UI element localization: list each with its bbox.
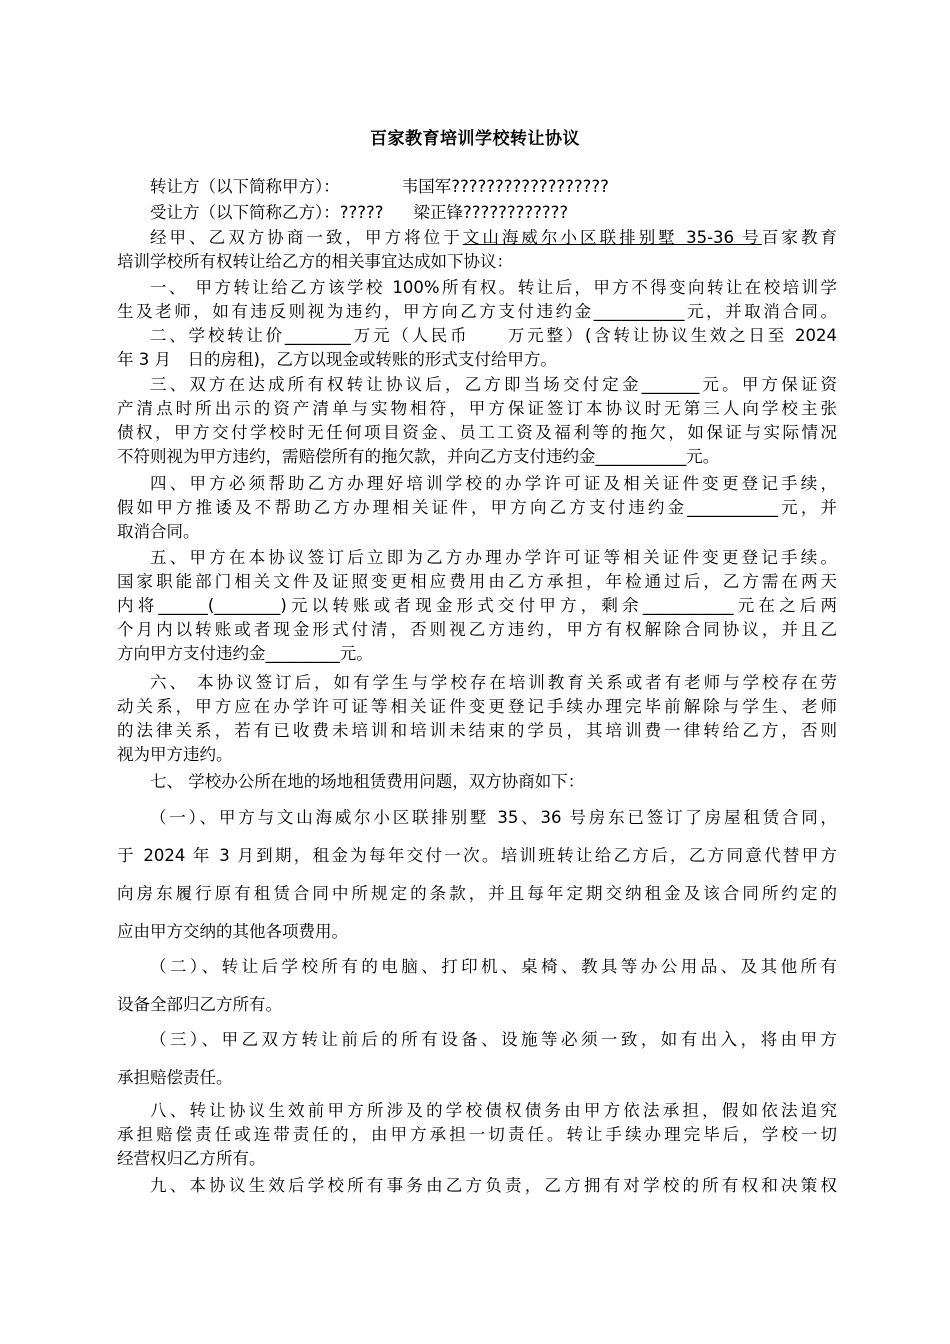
clause-7-sub-line: （三）、甲乙双方转让前后的所有设备、设施等必须一致，如有出入，将由甲方 [150, 1030, 837, 1049]
clause-4-line: 假如甲方推诿及不帮助乙方办理相关证件，甲方向乙方支付违约金___________元，并 [117, 498, 837, 517]
clause-9-line: 九、本协议生效后学校所有事务由乙方负责，乙方拥有对学校的所有权和决策权 [150, 1176, 837, 1195]
party-a-label: 转让方（以下简称甲方）： [150, 177, 340, 196]
clause-8-line: 八、转让协议生效前甲方所涉及的学校债权债务由甲方依法承担，假如依法追究 [150, 1101, 837, 1120]
clause-8-line: 承担赔偿责任或连带责任的，由甲方承担一切责任。转让手续办理完毕后，学校一切 [117, 1125, 837, 1144]
clause-7-sub-line: 应由甲方交纳的其他各项费用。 [117, 922, 348, 941]
intro-address: 文山海威尔小区联排别墅 35-36 号 [462, 228, 762, 247]
clause-5-line: 国家职能部门相关文件及证照变更相应费用由乙方承担，年检通过后，乙方需在两天 [117, 572, 837, 591]
clause-7-sub-line: 于 2024 年 3 月到期，租金为每年交付一次。培训班转让给乙方后，乙方同意代替甲方 [117, 846, 837, 865]
clause-5-line: 方向甲方支付违约金_________元。 [117, 644, 373, 663]
clause-3-line: 产清点时所出示的资产清单与实物相符，甲方保证签订本协议时无第三人向学校主张 [117, 399, 837, 418]
clause-4-line: 四、甲方必须帮助乙方办理好培训学校的办学许可证及相关证件变更登记手续， [150, 474, 837, 493]
clause-3-line: 不符则视为甲方违约，需赔偿所有的拖欠款，并向乙方支付违约金___________元。 [117, 447, 720, 466]
clause-7-sub-line: （二）、转让后学校所有的电脑、打印机、桌椅、教具等办公用品、及其他所有 [150, 957, 837, 976]
clause-4 [117, 472, 837, 544]
clause-7-sub-line: 承担赔偿责任。 [117, 1068, 233, 1087]
clause-1-line: 一、 甲方转让给乙方该学校 100%所有权。转让后，甲方不得变向转让在校培训学 [150, 278, 837, 297]
clause-5-line: 内将______(________)元以转账或者现金形式交付甲方，剩余___________元在之后两 [117, 596, 837, 615]
clause-2-line: 年 3 月 日的房租)，乙方以现金或转账的形式支付给甲方。 [117, 350, 557, 369]
clause-3-line: 债权，甲方交付学校时无任何项目资金、员工工资及福利等的拖欠，如保证与实际情况 [117, 423, 837, 442]
party-a-name: 韦国军?????????????????? [401, 177, 609, 196]
party-b-name: 梁正锋???????????? [413, 203, 569, 222]
clause-7-sub-line: 向房东履行原有租赁合同中所规定的条款，并且每年定期交纳租金及该合同所约定的 [117, 884, 837, 903]
clause-7-sub-2 [117, 955, 837, 1031]
clause-7-sub-line: 设备全部归乙方所有。 [117, 995, 282, 1014]
intro-paragraph [117, 226, 837, 274]
clause-7-sub-line: （一）、甲方与文山海威尔小区联排别墅 35、36 号房东已签订了房屋租赁合同， [150, 808, 837, 827]
clause-3 [117, 373, 837, 469]
clause-6-line: 的法律关系，若有已收费未培训和培训未结束的学员，其培训费一律转给乙方，否则 [117, 721, 837, 740]
clause-1 [117, 276, 837, 324]
clause-7-sub-1 [117, 806, 837, 958]
clause-9 [117, 1174, 837, 1198]
document-title: 百家教育培训学校转让协议 [370, 129, 580, 149]
intro-line-1 [117, 226, 837, 250]
intro-text: 经甲、乙双方协商一致，甲方将位于 [150, 228, 463, 247]
clause-1-line: 生及老师，如有违反则视为违约，甲方向乙方支付违约金___________元，并取消合同。 [117, 302, 837, 321]
clause-8 [117, 1099, 837, 1171]
clause-4-line: 取消合同。 [117, 522, 200, 541]
clause-8-line: 经营权归乙方所有。 [117, 1149, 266, 1168]
party-b [117, 201, 837, 225]
clause-2 [117, 324, 837, 372]
clause-5 [117, 546, 837, 666]
clause-6-line: 视为甲方违约。 [117, 745, 233, 764]
clause-7-sub-3 [117, 1028, 837, 1104]
clause-7-line: 七、 学校办公所在地的场地租赁费用问题，双方协商如下： [150, 772, 585, 791]
clause-5-line: 五、甲方在本协议签订后立即为乙方办理办学许可证等相关证件变更登记手续。 [150, 548, 837, 567]
party-a [117, 175, 837, 199]
intro-line-2: 培训学校所有权转让给乙方的相关事宜达成如下协议： [117, 252, 513, 271]
clause-7 [117, 770, 837, 794]
clause-5-line: 个月内以转账或者现金形式付清，否则视乙方违约，甲方有权解除合同协议，并且乙 [117, 620, 837, 639]
clause-6 [117, 671, 837, 767]
intro-text-end: 百家教育 [761, 228, 838, 247]
clause-2-line: 二、学校转让价________万元（人民币 万元整）(含转让协议生效之日至 2024 [150, 326, 837, 345]
clause-3-line: 三、双方在达成所有权转让协议后，乙方即当场交付定金_______元。甲方保证资 [150, 375, 837, 394]
clause-6-line: 动关系，甲方应在办学许可证等相关证件变更登记手续办理完毕前解除与学生、老师 [117, 697, 837, 716]
party-b-label: 受让方（以下简称乙方）：????? [150, 203, 384, 222]
clause-6-line: 六、 本协议签订后，如有学生与学校存在培训教育关系或者有老师与学校存在劳 [150, 673, 837, 692]
